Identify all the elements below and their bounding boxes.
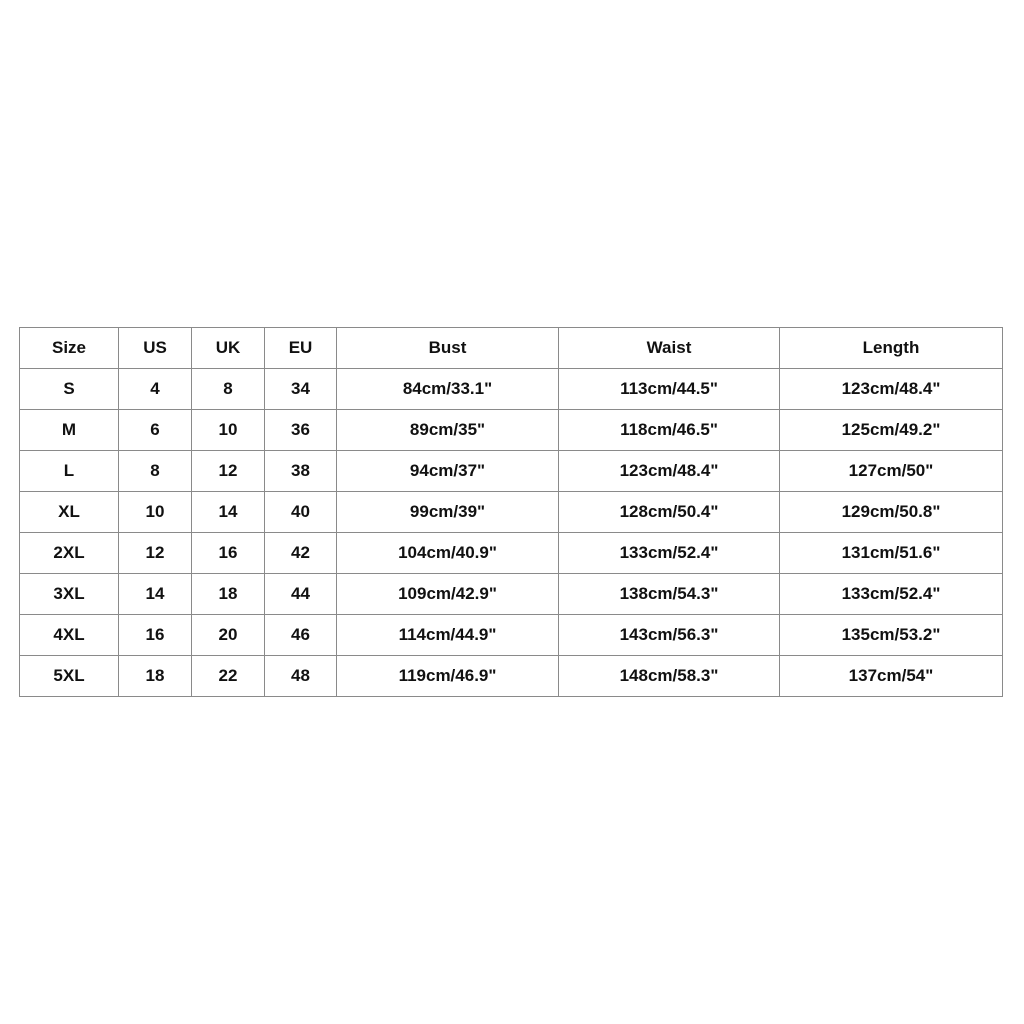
cell-bust: 89cm/35" — [337, 410, 559, 451]
header-bust: Bust — [337, 328, 559, 369]
cell-bust: 84cm/33.1" — [337, 369, 559, 410]
table-row — [20, 369, 1003, 410]
cell-us: 18 — [119, 656, 192, 697]
cell-eu: 42 — [265, 533, 337, 574]
cell-length: 127cm/50" — [780, 451, 1003, 492]
cell-waist: 143cm/56.3" — [559, 615, 780, 656]
table-row — [20, 533, 1003, 574]
cell-eu: 46 — [265, 615, 337, 656]
cell-uk: 14 — [192, 492, 265, 533]
cell-waist: 113cm/44.5" — [559, 369, 780, 410]
table-row — [20, 410, 1003, 451]
cell-us: 10 — [119, 492, 192, 533]
header-length: Length — [780, 328, 1003, 369]
cell-size: 2XL — [20, 533, 119, 574]
cell-eu: 36 — [265, 410, 337, 451]
cell-uk: 22 — [192, 656, 265, 697]
cell-size: 4XL — [20, 615, 119, 656]
cell-length: 137cm/54" — [780, 656, 1003, 697]
cell-waist: 133cm/52.4" — [559, 533, 780, 574]
header-size: Size — [20, 328, 119, 369]
cell-length: 123cm/48.4" — [780, 369, 1003, 410]
header-row — [20, 328, 1003, 369]
cell-waist: 128cm/50.4" — [559, 492, 780, 533]
cell-waist: 118cm/46.5" — [559, 410, 780, 451]
cell-us: 12 — [119, 533, 192, 574]
table-row — [20, 615, 1003, 656]
table-row — [20, 656, 1003, 697]
cell-size: XL — [20, 492, 119, 533]
cell-eu: 34 — [265, 369, 337, 410]
cell-uk: 8 — [192, 369, 265, 410]
cell-eu: 38 — [265, 451, 337, 492]
cell-bust: 104cm/40.9" — [337, 533, 559, 574]
cell-length: 129cm/50.8" — [780, 492, 1003, 533]
size-chart-table — [19, 327, 1003, 697]
cell-length: 133cm/52.4" — [780, 574, 1003, 615]
cell-size: 3XL — [20, 574, 119, 615]
header-uk: UK — [192, 328, 265, 369]
cell-size: M — [20, 410, 119, 451]
cell-waist: 148cm/58.3" — [559, 656, 780, 697]
cell-length: 135cm/53.2" — [780, 615, 1003, 656]
header-us: US — [119, 328, 192, 369]
cell-bust: 99cm/39" — [337, 492, 559, 533]
cell-size: 5XL — [20, 656, 119, 697]
cell-bust: 109cm/42.9" — [337, 574, 559, 615]
cell-us: 14 — [119, 574, 192, 615]
cell-size: S — [20, 369, 119, 410]
cell-us: 8 — [119, 451, 192, 492]
cell-bust: 119cm/46.9" — [337, 656, 559, 697]
table-row — [20, 451, 1003, 492]
cell-eu: 40 — [265, 492, 337, 533]
cell-waist: 138cm/54.3" — [559, 574, 780, 615]
cell-uk: 12 — [192, 451, 265, 492]
cell-uk: 16 — [192, 533, 265, 574]
cell-length: 131cm/51.6" — [780, 533, 1003, 574]
cell-size: L — [20, 451, 119, 492]
cell-eu: 48 — [265, 656, 337, 697]
cell-us: 6 — [119, 410, 192, 451]
table-row — [20, 492, 1003, 533]
cell-us: 16 — [119, 615, 192, 656]
cell-uk: 10 — [192, 410, 265, 451]
cell-uk: 18 — [192, 574, 265, 615]
cell-eu: 44 — [265, 574, 337, 615]
cell-bust: 94cm/37" — [337, 451, 559, 492]
header-eu: EU — [265, 328, 337, 369]
cell-uk: 20 — [192, 615, 265, 656]
cell-length: 125cm/49.2" — [780, 410, 1003, 451]
cell-us: 4 — [119, 369, 192, 410]
cell-waist: 123cm/48.4" — [559, 451, 780, 492]
table-row — [20, 574, 1003, 615]
header-waist: Waist — [559, 328, 780, 369]
cell-bust: 114cm/44.9" — [337, 615, 559, 656]
